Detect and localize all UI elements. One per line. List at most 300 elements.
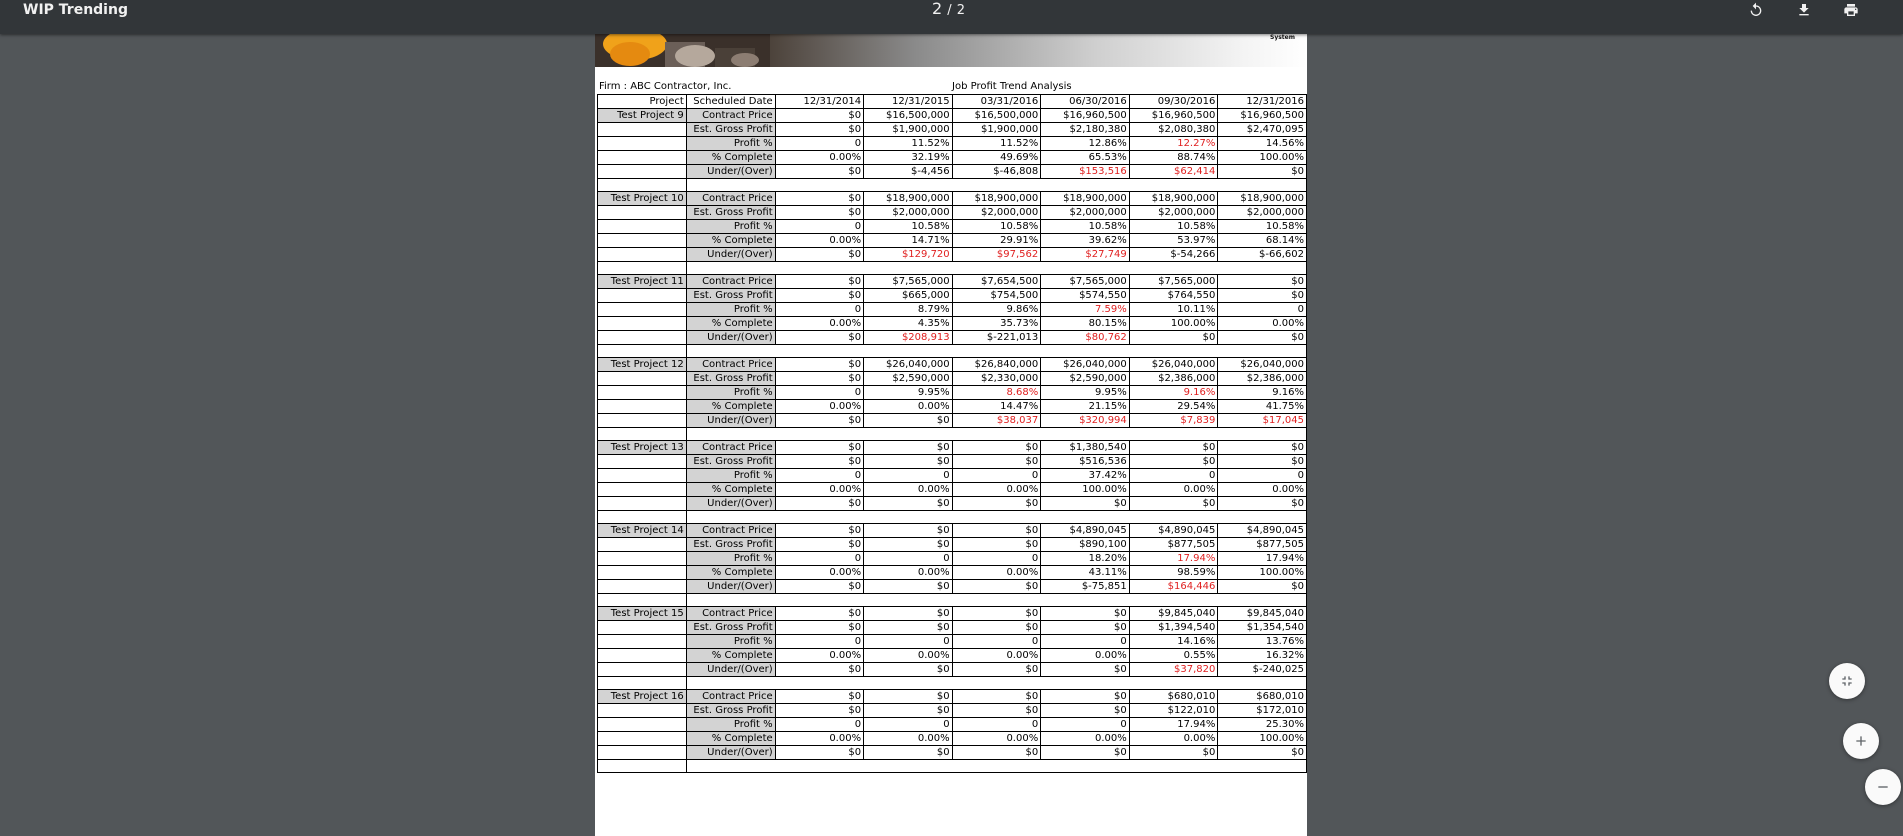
value-cell: $97,562 xyxy=(952,248,1041,262)
table-row xyxy=(598,497,1307,511)
total-pages: 2 xyxy=(956,3,966,18)
project-cell xyxy=(598,248,687,262)
fit-page-button[interactable] xyxy=(1829,663,1865,699)
value-cell: 98.59% xyxy=(1129,566,1218,580)
value-cell: $877,505 xyxy=(1129,538,1218,552)
value-cell: $0 xyxy=(864,663,953,677)
value-cell: $0 xyxy=(1041,663,1130,677)
value-cell: $17,045 xyxy=(1218,414,1307,428)
project-cell xyxy=(598,386,687,400)
spacer-cell xyxy=(686,760,1306,773)
value-cell: $0 xyxy=(775,289,863,303)
row-label: Contract Price xyxy=(686,441,775,455)
project-cell xyxy=(598,206,687,220)
rotate-button[interactable] xyxy=(1743,0,1769,20)
row-label: Profit % xyxy=(686,718,775,732)
value-cell: $208,913 xyxy=(864,331,953,345)
value-cell: $1,900,000 xyxy=(864,123,953,137)
document-title: WIP Trending xyxy=(23,2,128,18)
table-row xyxy=(598,607,1307,621)
value-cell: $122,010 xyxy=(1129,704,1218,718)
value-cell: 17.94% xyxy=(1129,718,1218,732)
value-cell: 9.16% xyxy=(1129,386,1218,400)
value-cell: 0.00% xyxy=(864,649,953,663)
page-indicator xyxy=(932,0,965,20)
table-row xyxy=(598,400,1307,414)
value-cell: 49.69% xyxy=(952,151,1041,165)
value-cell: $0 xyxy=(952,580,1041,594)
value-cell: $764,550 xyxy=(1129,289,1218,303)
value-cell: $18,900,000 xyxy=(1129,192,1218,206)
value-cell: $0 xyxy=(864,621,953,635)
value-cell: 0 xyxy=(775,303,863,317)
table-row xyxy=(598,621,1307,635)
banner-logo-text: System xyxy=(1270,34,1295,41)
table-row xyxy=(598,635,1307,649)
value-cell: $0 xyxy=(775,690,863,704)
value-cell: $0 xyxy=(864,690,953,704)
value-cell: $0 xyxy=(775,524,863,538)
table-row xyxy=(598,663,1307,677)
value-cell: $16,500,000 xyxy=(864,109,953,123)
print-button[interactable] xyxy=(1838,0,1864,20)
project-cell xyxy=(598,151,687,165)
table-row xyxy=(598,303,1307,317)
spacer-row xyxy=(598,179,1307,192)
value-cell: $18,900,000 xyxy=(1218,192,1307,206)
row-label: Under/(Over) xyxy=(686,331,775,345)
table-row xyxy=(598,690,1307,704)
header-cell: Scheduled Date xyxy=(686,95,775,109)
value-cell: 11.52% xyxy=(864,137,953,151)
value-cell: 0.00% xyxy=(1129,483,1218,497)
zoom-in-icon xyxy=(1853,733,1869,749)
spacer-cell xyxy=(686,511,1306,524)
row-label: Under/(Over) xyxy=(686,414,775,428)
value-cell: $0 xyxy=(775,248,863,262)
value-cell: 37.42% xyxy=(1041,469,1130,483)
value-cell: $0 xyxy=(864,497,953,511)
table-row xyxy=(598,248,1307,262)
value-cell: 13.76% xyxy=(1218,635,1307,649)
row-label: Profit % xyxy=(686,635,775,649)
value-cell: $320,994 xyxy=(1041,414,1130,428)
value-cell: 17.94% xyxy=(1129,552,1218,566)
value-cell: 0.00% xyxy=(775,400,863,414)
value-cell: $7,565,000 xyxy=(1129,275,1218,289)
value-cell: $0 xyxy=(775,441,863,455)
value-cell: $4,890,045 xyxy=(1218,524,1307,538)
value-cell: $-46,808 xyxy=(952,165,1041,179)
value-cell: $80,762 xyxy=(1041,331,1130,345)
value-cell: $0 xyxy=(1041,607,1130,621)
value-cell: 0.00% xyxy=(1041,649,1130,663)
value-cell: $0 xyxy=(864,607,953,621)
value-cell: 10.58% xyxy=(864,220,953,234)
row-label: Est. Gross Profit xyxy=(686,206,775,220)
value-cell: $153,516 xyxy=(1041,165,1130,179)
value-cell: $0 xyxy=(775,414,863,428)
value-cell: 10.11% xyxy=(1129,303,1218,317)
table-row xyxy=(598,317,1307,331)
value-cell: 9.86% xyxy=(952,303,1041,317)
row-label: Contract Price xyxy=(686,607,775,621)
project-name: Test Project 14 xyxy=(598,524,687,538)
value-cell: $26,040,000 xyxy=(864,358,953,372)
row-label: % Complete xyxy=(686,400,775,414)
value-cell: 88.74% xyxy=(1129,151,1218,165)
value-cell: 0 xyxy=(952,469,1041,483)
row-label: Est. Gross Profit xyxy=(686,123,775,137)
page-separator: / xyxy=(947,3,952,18)
header-cell: 06/30/2016 xyxy=(1041,95,1130,109)
row-label: Contract Price xyxy=(686,109,775,123)
value-cell: 14.16% xyxy=(1129,635,1218,649)
header-cell: 09/30/2016 xyxy=(1129,95,1218,109)
value-cell: 14.71% xyxy=(864,234,953,248)
value-cell: 39.62% xyxy=(1041,234,1130,248)
project-name: Test Project 12 xyxy=(598,358,687,372)
value-cell: 10.58% xyxy=(952,220,1041,234)
download-button[interactable] xyxy=(1791,0,1817,20)
project-cell xyxy=(598,483,687,497)
project-cell xyxy=(598,746,687,760)
row-label: Profit % xyxy=(686,220,775,234)
spacer-cell xyxy=(598,262,687,275)
value-cell: $-54,266 xyxy=(1129,248,1218,262)
value-cell: $0 xyxy=(952,663,1041,677)
project-cell xyxy=(598,552,687,566)
value-cell: $877,505 xyxy=(1218,538,1307,552)
value-cell: 0 xyxy=(775,469,863,483)
spacer-row xyxy=(598,511,1307,524)
value-cell: $7,565,000 xyxy=(1041,275,1130,289)
row-label: Contract Price xyxy=(686,275,775,289)
row-label: Profit % xyxy=(686,386,775,400)
rotate-icon xyxy=(1748,2,1764,18)
spacer-cell xyxy=(598,511,687,524)
table-row xyxy=(598,746,1307,760)
value-cell: $0 xyxy=(1218,497,1307,511)
value-cell: $-240,025 xyxy=(1218,663,1307,677)
value-cell: 0 xyxy=(864,635,953,649)
value-cell: $0 xyxy=(775,621,863,635)
value-cell: $0 xyxy=(952,524,1041,538)
value-cell: 0 xyxy=(1218,469,1307,483)
value-cell: 9.95% xyxy=(864,386,953,400)
value-cell: 12.86% xyxy=(1041,137,1130,151)
zoom-out-button[interactable] xyxy=(1865,769,1901,805)
spacer-cell xyxy=(598,179,687,192)
spacer-row xyxy=(598,594,1307,607)
table-row xyxy=(598,137,1307,151)
header-cell: 12/31/2016 xyxy=(1218,95,1307,109)
row-label: % Complete xyxy=(686,483,775,497)
value-cell: 0 xyxy=(775,635,863,649)
table-row xyxy=(598,386,1307,400)
value-cell: 0.00% xyxy=(1129,732,1218,746)
value-cell: $0 xyxy=(1041,621,1130,635)
project-cell xyxy=(598,331,687,345)
print-icon xyxy=(1843,2,1859,18)
value-cell: $0 xyxy=(864,538,953,552)
value-cell: 0.00% xyxy=(952,566,1041,580)
table-row xyxy=(598,469,1307,483)
value-cell: $2,000,000 xyxy=(1218,206,1307,220)
value-cell: 0.00% xyxy=(864,732,953,746)
value-cell: $0 xyxy=(1041,497,1130,511)
table-row xyxy=(598,372,1307,386)
value-cell: $0 xyxy=(1218,331,1307,345)
value-cell: 0.00% xyxy=(775,566,863,580)
current-page[interactable]: 2 xyxy=(932,0,943,18)
header-cell: Project xyxy=(598,95,687,109)
value-cell: $2,386,000 xyxy=(1129,372,1218,386)
value-cell: $2,000,000 xyxy=(864,206,953,220)
value-cell: $0 xyxy=(1218,165,1307,179)
project-name: Test Project 13 xyxy=(598,441,687,455)
value-cell: 100.00% xyxy=(1218,151,1307,165)
row-label: Contract Price xyxy=(686,358,775,372)
value-cell: $62,414 xyxy=(1129,165,1218,179)
value-cell: 18.20% xyxy=(1041,552,1130,566)
value-cell: 0.00% xyxy=(1218,317,1307,331)
value-cell: 10.58% xyxy=(1218,220,1307,234)
value-cell: $2,080,380 xyxy=(1129,123,1218,137)
row-label: Under/(Over) xyxy=(686,663,775,677)
value-cell: $18,900,000 xyxy=(1041,192,1130,206)
project-cell xyxy=(598,718,687,732)
row-label: Under/(Over) xyxy=(686,248,775,262)
value-cell: 8.68% xyxy=(952,386,1041,400)
value-cell: $1,394,540 xyxy=(1129,621,1218,635)
table-row xyxy=(598,566,1307,580)
value-cell: 80.15% xyxy=(1041,317,1130,331)
value-cell: $16,960,500 xyxy=(1218,109,1307,123)
value-cell: 0.00% xyxy=(952,483,1041,497)
value-cell: 0 xyxy=(775,718,863,732)
table-row xyxy=(598,289,1307,303)
project-cell xyxy=(598,303,687,317)
value-cell: $26,040,000 xyxy=(1218,358,1307,372)
project-cell xyxy=(598,649,687,663)
row-label: Contract Price xyxy=(686,192,775,206)
value-cell: 4.35% xyxy=(864,317,953,331)
value-cell: $16,960,500 xyxy=(1129,109,1218,123)
project-cell xyxy=(598,400,687,414)
value-cell: $0 xyxy=(775,704,863,718)
pdf-toolbar xyxy=(0,0,1903,34)
value-cell: 0.00% xyxy=(864,483,953,497)
value-cell: 10.58% xyxy=(1041,220,1130,234)
value-cell: 0 xyxy=(1041,635,1130,649)
value-cell: 0 xyxy=(775,220,863,234)
header-cell: 12/31/2014 xyxy=(775,95,863,109)
row-label: Profit % xyxy=(686,552,775,566)
table-row xyxy=(598,524,1307,538)
row-label: Est. Gross Profit xyxy=(686,289,775,303)
value-cell: $0 xyxy=(864,580,953,594)
project-cell xyxy=(598,497,687,511)
value-cell: 0.00% xyxy=(775,234,863,248)
value-cell: $16,960,500 xyxy=(1041,109,1130,123)
value-cell: 0.00% xyxy=(864,566,953,580)
value-cell: $890,100 xyxy=(1041,538,1130,552)
table-row xyxy=(598,718,1307,732)
value-cell: $0 xyxy=(1129,455,1218,469)
table-row xyxy=(598,580,1307,594)
value-cell: $0 xyxy=(864,524,953,538)
row-label: % Complete xyxy=(686,732,775,746)
value-cell: $665,000 xyxy=(864,289,953,303)
value-cell: $0 xyxy=(864,414,953,428)
table-row xyxy=(598,275,1307,289)
value-cell: 0.00% xyxy=(775,732,863,746)
row-label: Contract Price xyxy=(686,524,775,538)
value-cell: $-221,013 xyxy=(952,331,1041,345)
value-cell: 0.00% xyxy=(952,732,1041,746)
table-row xyxy=(598,441,1307,455)
project-cell xyxy=(598,414,687,428)
spacer-cell xyxy=(598,677,687,690)
value-cell: $0 xyxy=(775,746,863,760)
project-cell xyxy=(598,580,687,594)
table-row xyxy=(598,538,1307,552)
value-cell: 100.00% xyxy=(1218,566,1307,580)
table-row xyxy=(598,220,1307,234)
value-cell: $-4,456 xyxy=(864,165,953,179)
spacer-row xyxy=(598,345,1307,358)
value-cell: 0 xyxy=(864,469,953,483)
fit-page-icon xyxy=(1839,673,1855,689)
value-cell: 0 xyxy=(864,552,953,566)
spacer-cell xyxy=(686,594,1306,607)
value-cell: 0 xyxy=(1129,469,1218,483)
spacer-row xyxy=(598,760,1307,773)
report-title: Job Profit Trend Analysis xyxy=(952,81,1072,92)
spacer-cell xyxy=(686,677,1306,690)
row-label: Est. Gross Profit xyxy=(686,455,775,469)
value-cell: 0.00% xyxy=(952,649,1041,663)
row-label: Est. Gross Profit xyxy=(686,621,775,635)
value-cell: $0 xyxy=(1129,746,1218,760)
value-cell: $9,845,040 xyxy=(1129,607,1218,621)
value-cell: $0 xyxy=(1129,441,1218,455)
spacer-cell xyxy=(598,428,687,441)
row-label: Est. Gross Profit xyxy=(686,538,775,552)
value-cell: 10.58% xyxy=(1129,220,1218,234)
value-cell: 100.00% xyxy=(1218,732,1307,746)
download-icon xyxy=(1796,2,1812,18)
table-row xyxy=(598,192,1307,206)
value-cell: $0 xyxy=(775,663,863,677)
value-cell: $26,840,000 xyxy=(952,358,1041,372)
table-row xyxy=(598,234,1307,248)
table-row xyxy=(598,732,1307,746)
value-cell: 7.59% xyxy=(1041,303,1130,317)
project-cell xyxy=(598,663,687,677)
table-row xyxy=(598,414,1307,428)
project-cell xyxy=(598,538,687,552)
value-cell: 32.19% xyxy=(864,151,953,165)
value-cell: $7,839 xyxy=(1129,414,1218,428)
value-cell: $16,500,000 xyxy=(952,109,1041,123)
zoom-in-button[interactable] xyxy=(1843,723,1879,759)
value-cell: 0 xyxy=(775,386,863,400)
value-cell: $0 xyxy=(1218,289,1307,303)
value-cell: $2,180,380 xyxy=(1041,123,1130,137)
table-row xyxy=(598,123,1307,137)
value-cell: $516,536 xyxy=(1041,455,1130,469)
value-cell: 0.00% xyxy=(864,400,953,414)
project-name: Test Project 15 xyxy=(598,607,687,621)
value-cell: $0 xyxy=(1041,746,1130,760)
value-cell: $0 xyxy=(775,109,863,123)
value-cell: $0 xyxy=(1129,497,1218,511)
value-cell: 100.00% xyxy=(1129,317,1218,331)
row-label: Under/(Over) xyxy=(686,165,775,179)
value-cell: 11.52% xyxy=(952,137,1041,151)
table-header-row xyxy=(598,95,1307,109)
table-row xyxy=(598,649,1307,663)
spacer-row xyxy=(598,428,1307,441)
value-cell: $2,590,000 xyxy=(1041,372,1130,386)
value-cell: $26,040,000 xyxy=(1041,358,1130,372)
project-name: Test Project 16 xyxy=(598,690,687,704)
value-cell: $1,354,540 xyxy=(1218,621,1307,635)
value-cell: $0 xyxy=(864,704,953,718)
row-label: Est. Gross Profit xyxy=(686,704,775,718)
header-cell: 12/31/2015 xyxy=(864,95,953,109)
value-cell: 53.97% xyxy=(1129,234,1218,248)
value-cell: 41.75% xyxy=(1218,400,1307,414)
value-cell: 100.00% xyxy=(1041,483,1130,497)
value-cell: $680,010 xyxy=(1129,690,1218,704)
project-cell xyxy=(598,621,687,635)
value-cell: $0 xyxy=(775,123,863,137)
value-cell: $0 xyxy=(1041,690,1130,704)
value-cell: $0 xyxy=(775,455,863,469)
value-cell: $0 xyxy=(775,358,863,372)
project-cell xyxy=(598,732,687,746)
value-cell: 14.56% xyxy=(1218,137,1307,151)
value-cell: 29.91% xyxy=(952,234,1041,248)
value-cell: $0 xyxy=(952,690,1041,704)
header-cell: 03/31/2016 xyxy=(952,95,1041,109)
value-cell: 0 xyxy=(775,552,863,566)
table-row xyxy=(598,331,1307,345)
row-label: % Complete xyxy=(686,317,775,331)
value-cell: $18,900,000 xyxy=(864,192,953,206)
value-cell: 0.00% xyxy=(1041,732,1130,746)
value-cell: $0 xyxy=(775,497,863,511)
value-cell: $172,010 xyxy=(1218,704,1307,718)
spacer-cell xyxy=(598,345,687,358)
value-cell: $0 xyxy=(952,441,1041,455)
project-name: Test Project 10 xyxy=(598,192,687,206)
row-label: Profit % xyxy=(686,303,775,317)
value-cell: $0 xyxy=(1218,746,1307,760)
value-cell: $0 xyxy=(952,704,1041,718)
project-cell xyxy=(598,220,687,234)
table-row xyxy=(598,552,1307,566)
value-cell: 0.00% xyxy=(775,317,863,331)
value-cell: 8.79% xyxy=(864,303,953,317)
row-label: Est. Gross Profit xyxy=(686,372,775,386)
value-cell: $0 xyxy=(952,621,1041,635)
row-label: Under/(Over) xyxy=(686,746,775,760)
project-cell xyxy=(598,137,687,151)
